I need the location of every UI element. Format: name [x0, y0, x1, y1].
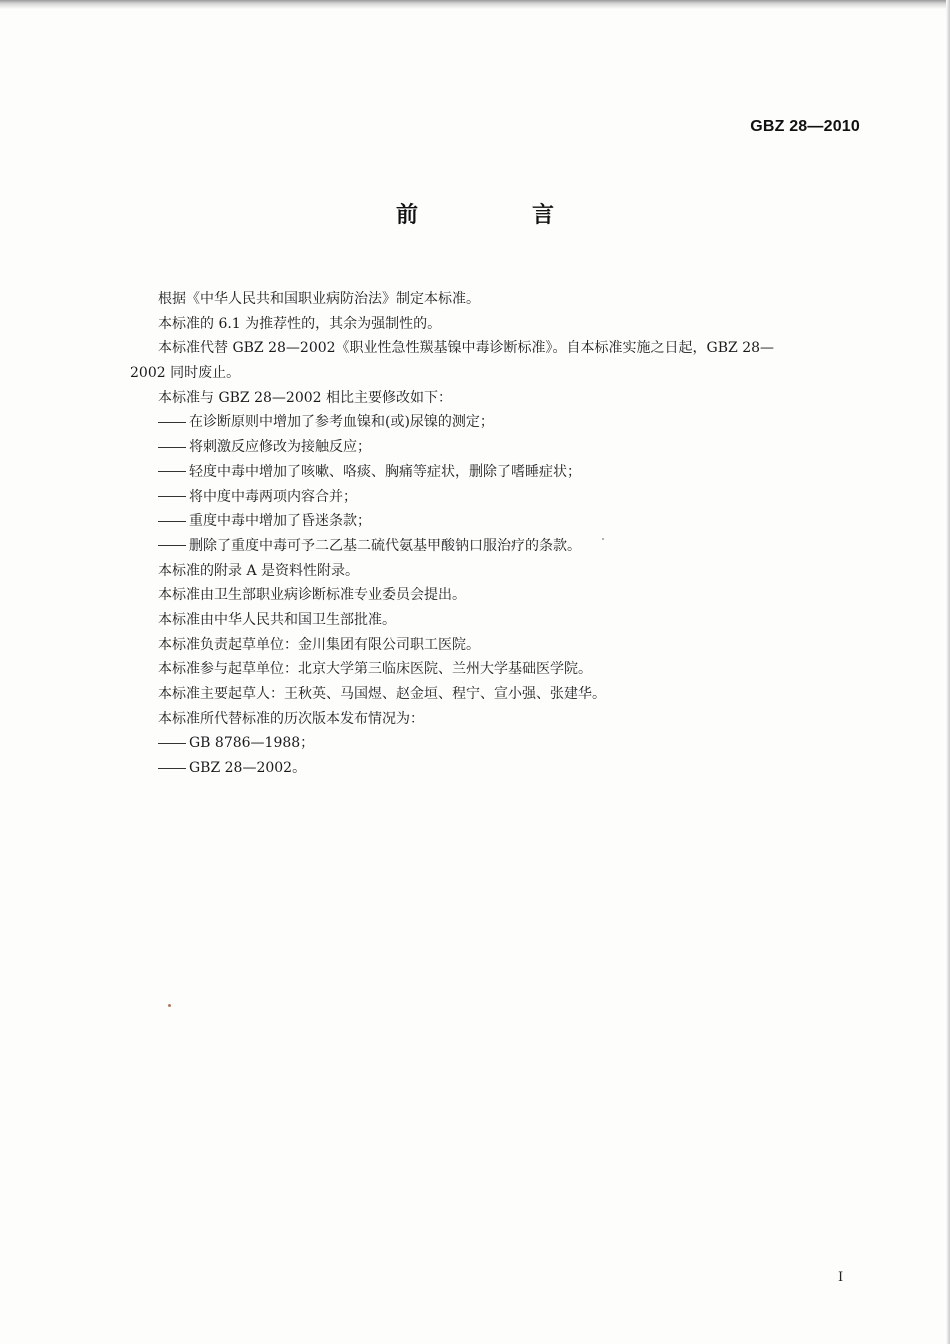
list-item: [158, 485, 858, 510]
paragraph-text: 轻度中毒中增加了咳嗽、咯痰、胸痛等症状，删除了嗜睡症状；: [189, 463, 581, 480]
paragraph-text: 删除了重度中毒可予二乙基二硫代氨基甲酸钠口服治疗的条款。: [189, 537, 581, 554]
foreword-body: [130, 287, 858, 781]
paragraph-text: 本标准负责起草单位：金川集团有限公司职工医院。: [158, 636, 480, 653]
paragraph-line: [158, 707, 858, 732]
paragraph-text: 本标准主要起草人：王秋英、马国煜、赵金垣、程宁、宣小强、张建华。: [158, 686, 606, 702]
scan-edge-top: [0, 0, 950, 9]
list-item: [158, 534, 858, 559]
paragraph-text: 本标准由卫生部职业病诊断标准专业委员会提出。: [158, 587, 466, 604]
em-dash-marker: [158, 521, 186, 522]
list-item: [158, 731, 858, 756]
em-dash-marker: [158, 471, 186, 472]
paragraph-text: 本标准由中华人民共和国卫生部批准。: [158, 611, 396, 628]
page-title: 前 言: [395, 203, 600, 228]
list-item: [158, 410, 858, 435]
paragraph-line: [158, 559, 858, 584]
scan-speck: [602, 538, 604, 540]
paragraph-line: [158, 633, 858, 658]
em-dash-marker: [158, 447, 186, 448]
paragraph-line: [130, 361, 858, 386]
em-dash-marker: [158, 743, 186, 744]
paragraph-text: 将中度中毒两项内容合并；: [189, 488, 357, 505]
paragraph-text: 根据《中华人民共和国职业病防治法》制定本标准。: [158, 291, 480, 307]
paragraph-line: [158, 583, 858, 608]
paragraph-line: [158, 386, 858, 411]
paragraph-line: [158, 336, 858, 361]
standard-code: GBZ 28—2010: [750, 118, 860, 135]
list-item: [158, 435, 858, 460]
paragraph-text: 本标准参与起草单位：北京大学第三临床医院、兰州大学基础医学院。: [158, 661, 592, 678]
paragraph-text: 本标准所代替标准的历次版本发布情况为：: [158, 710, 424, 727]
em-dash-marker: [158, 422, 186, 423]
paragraph-text: GB 8786—1988；: [189, 735, 315, 752]
list-item: [158, 460, 858, 485]
em-dash-marker: [158, 496, 186, 497]
paragraph-line: [158, 657, 858, 682]
paragraph-text: 本标准的附录 A 是资料性附录。: [158, 562, 360, 579]
paragraph-text: GBZ 28—2002。: [189, 760, 307, 777]
paragraph-line: [158, 312, 858, 337]
paragraph-text: 将刺激反应修改为接触反应；: [189, 439, 371, 456]
scan-speck: [168, 1004, 171, 1007]
paragraph-text: 本标准的 6.1 为推荐性的，其余为强制性的。: [158, 315, 442, 332]
page-number: I: [838, 1270, 844, 1285]
paragraph-line: [158, 287, 858, 312]
paragraph-text: 重度中毒中增加了昏迷条款；: [189, 513, 371, 530]
paragraph-line: [158, 608, 858, 633]
paragraph-text: 2002 同时废止。: [130, 365, 241, 382]
paragraph-text: 本标准与 GBZ 28—2002 相比主要修改如下：: [158, 389, 452, 406]
paragraph-text: 在诊断原则中增加了参考血镍和(或)尿镍的测定；: [189, 414, 494, 431]
paragraph-line: [158, 682, 858, 707]
em-dash-marker: [158, 768, 186, 769]
em-dash-marker: [158, 545, 186, 546]
list-item: [158, 509, 858, 534]
paragraph-text: 本标准代替 GBZ 28—2002《职业性急性羰基镍中毒诊断标准》。自本标准实施之日起，GBZ 28—: [158, 340, 775, 357]
list-item: [158, 756, 858, 781]
